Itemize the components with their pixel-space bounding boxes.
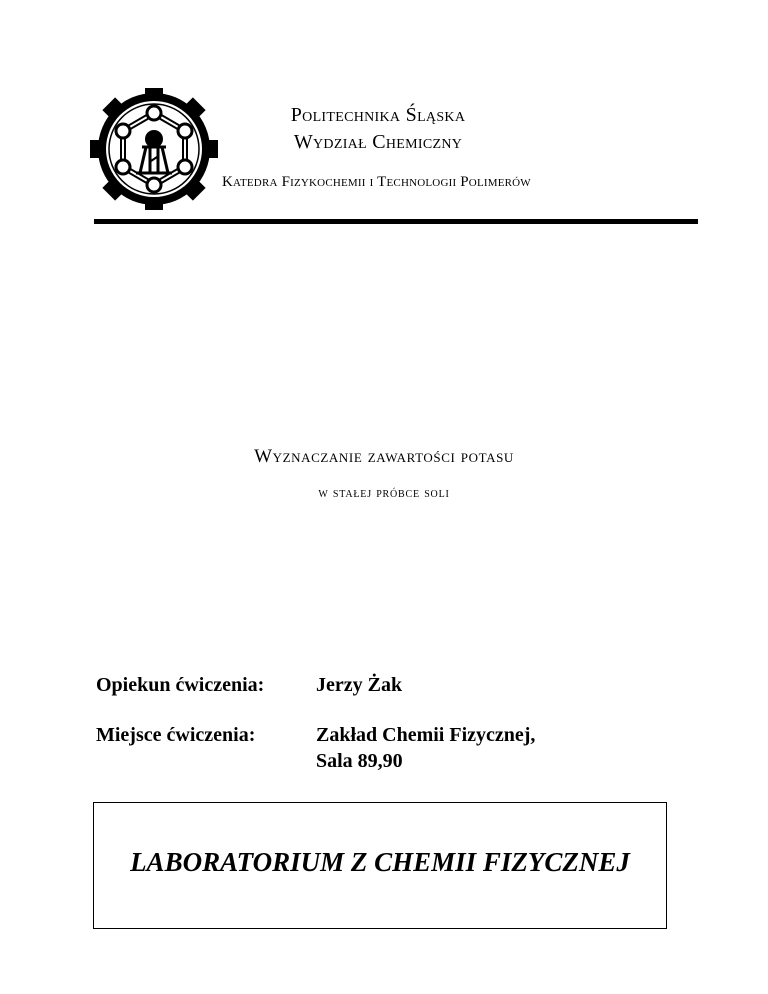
place-value-line1: Zakład Chemii Fizycznej,: [316, 724, 536, 746]
place-value-line2: Sala 89,90: [316, 750, 403, 772]
laboratory-title: LABORATORIUM Z CHEMII FIZYCZNEJ: [130, 847, 630, 877]
place-label: Miejsce ćwiczenia:: [96, 724, 256, 746]
supervisor-label: Opiekun ćwiczenia:: [96, 674, 265, 696]
laboratory-title-box: [93, 802, 667, 929]
supervisor-value: Jerzy Żak: [316, 674, 403, 696]
header-divider: [94, 219, 698, 224]
faculty-name: Wydział Chemiczny: [293, 131, 463, 153]
document-title-line2: w stałej próbce soli: [318, 486, 450, 501]
department-name: Katedra Fizykochemii i Technologii Polimerów: [222, 174, 531, 190]
document-title-line1: Wyznaczanie zawartości potasu: [254, 446, 514, 467]
university-name: Politechnika Śląska: [290, 104, 466, 126]
